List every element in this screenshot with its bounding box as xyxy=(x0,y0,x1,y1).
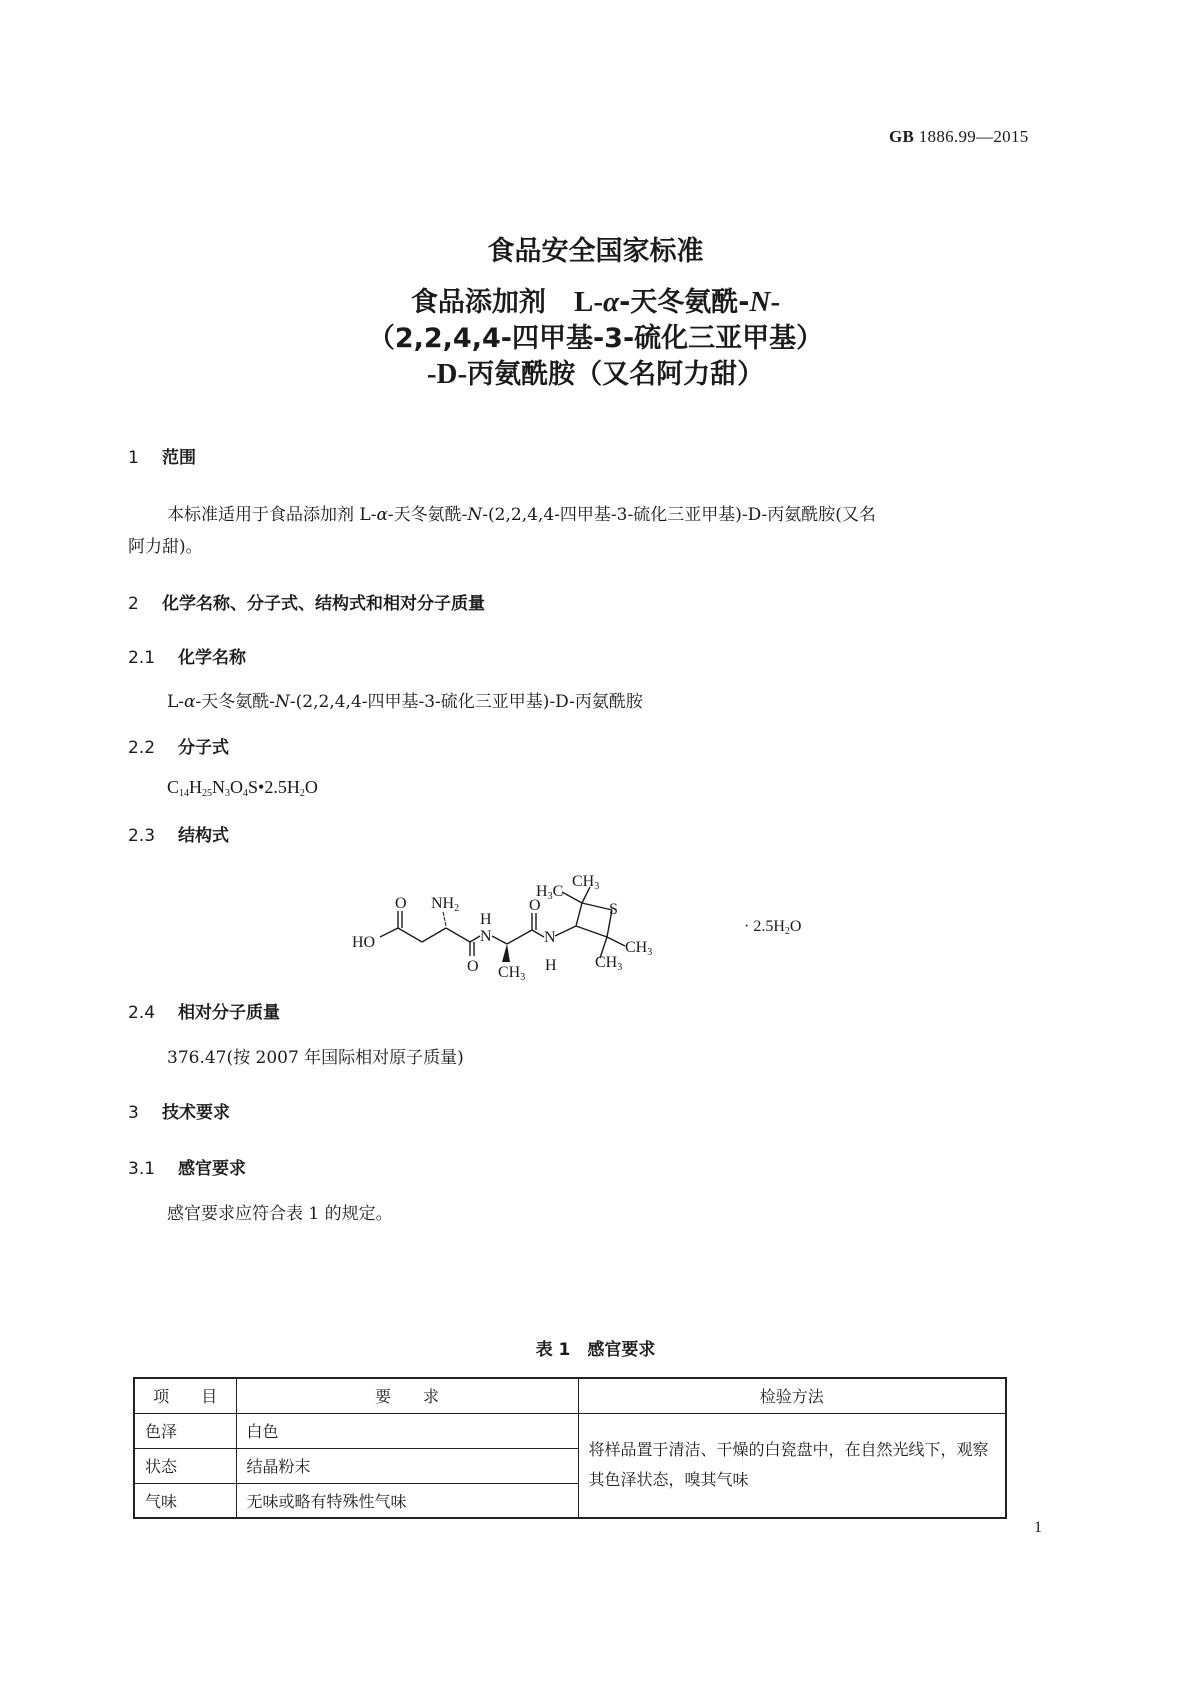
methyl-label: H3C xyxy=(536,883,564,902)
section-1-text-line-1: 本标准适用于食品添加剂 L-α-天冬氨酰-N-(2,2,4,4-四甲基-3-硫化三亚甲基)-D-丙氨酰胺(又名 xyxy=(167,505,876,525)
methyl-label: CH3 xyxy=(572,873,600,892)
row-requirement: 结晶粉末 xyxy=(236,1448,578,1483)
section-3-heading: 3 技术要求 xyxy=(128,1103,230,1123)
method-line-2: 其色泽状态，嗅其气味 xyxy=(588,1470,749,1490)
document-code: GB 1886.99—2015 xyxy=(889,127,1029,146)
title-main: 食品安全国家标准 xyxy=(487,236,704,267)
sensory-table xyxy=(133,1377,1007,1519)
molecular-mass: 376.47(按 2007 年国际相对原子质量) xyxy=(167,1048,464,1068)
row-item: 状态 xyxy=(134,1448,236,1483)
section-2-1-heading: 2.1 化学名称 xyxy=(128,648,246,668)
sensory-requirement-text: 感官要求应符合表 1 的规定。 xyxy=(167,1204,393,1224)
section-2-heading: 2 化学名称、分子式、结构式和相对分子质量 xyxy=(128,594,485,614)
sulfur-label: S xyxy=(609,901,618,918)
section-2-2-heading: 2.2 分子式 xyxy=(128,738,229,758)
chemical-name: L-α-天冬氨酰-N-(2,2,4,4-四甲基-3-硫化三亚甲基)-D-丙氨酰胺 xyxy=(167,692,643,712)
structural-formula xyxy=(350,870,830,995)
method-line-1: 将样品置于清洁、干燥的白瓷盘中，在自然光线下，观察 xyxy=(588,1440,989,1460)
row-item: 气味 xyxy=(134,1483,236,1518)
row-requirement: 无味或略有特殊性气味 xyxy=(236,1483,578,1518)
oxygen-label: O xyxy=(529,897,541,914)
hydrogen-label: H xyxy=(480,911,492,928)
title-line-2: 食品添加剂 L-α-天冬氨酰-N- xyxy=(410,286,781,318)
table-header-row xyxy=(134,1378,1006,1413)
nitrogen-label: N xyxy=(544,929,556,946)
hydrate-label: · 2.5H2O xyxy=(744,918,802,937)
row-item: 色泽 xyxy=(134,1413,236,1448)
title-line-4: -D-丙氨酰胺（又名阿力甜） xyxy=(426,358,765,390)
header-item: 项 目 xyxy=(134,1378,236,1413)
molecular-formula: $C_{14}H_{25}N_3O_4S•2.5H_2O$ xyxy=(167,777,318,799)
title-line-3: （2,2,4,4-四甲基-3-硫化三亚甲基） xyxy=(367,323,824,354)
amine-label: NH2 xyxy=(431,895,460,914)
nitrogen-label: N xyxy=(480,928,492,945)
methyl-label: CH3 xyxy=(625,939,653,958)
table-row xyxy=(134,1413,1006,1448)
section-3-1-heading: 3.1 感官要求 xyxy=(128,1159,246,1179)
methyl-label: CH3 xyxy=(595,954,623,973)
page-number: 1 xyxy=(1034,1519,1042,1536)
section-2-3-heading: 2.3 结构式 xyxy=(128,826,229,846)
hydroxyl-label: HO xyxy=(352,934,376,951)
methyl-label: CH3 xyxy=(498,964,526,983)
table-title: 表 1 感官要求 xyxy=(535,1340,656,1360)
header-method: 检验方法 xyxy=(578,1378,1006,1413)
method-cell xyxy=(578,1413,1006,1518)
header-requirement: 要 求 xyxy=(236,1378,578,1413)
section-1-text-line-2: 阿力甜)。 xyxy=(128,537,203,557)
oxygen-label: O xyxy=(467,958,479,975)
hydrogen-label: H xyxy=(545,957,557,974)
row-requirement: 白色 xyxy=(236,1413,578,1448)
section-1-heading: 1 范围 xyxy=(128,448,196,468)
oxygen-label: O xyxy=(395,895,407,912)
section-2-4-heading: 2.4 相对分子质量 xyxy=(128,1003,280,1023)
